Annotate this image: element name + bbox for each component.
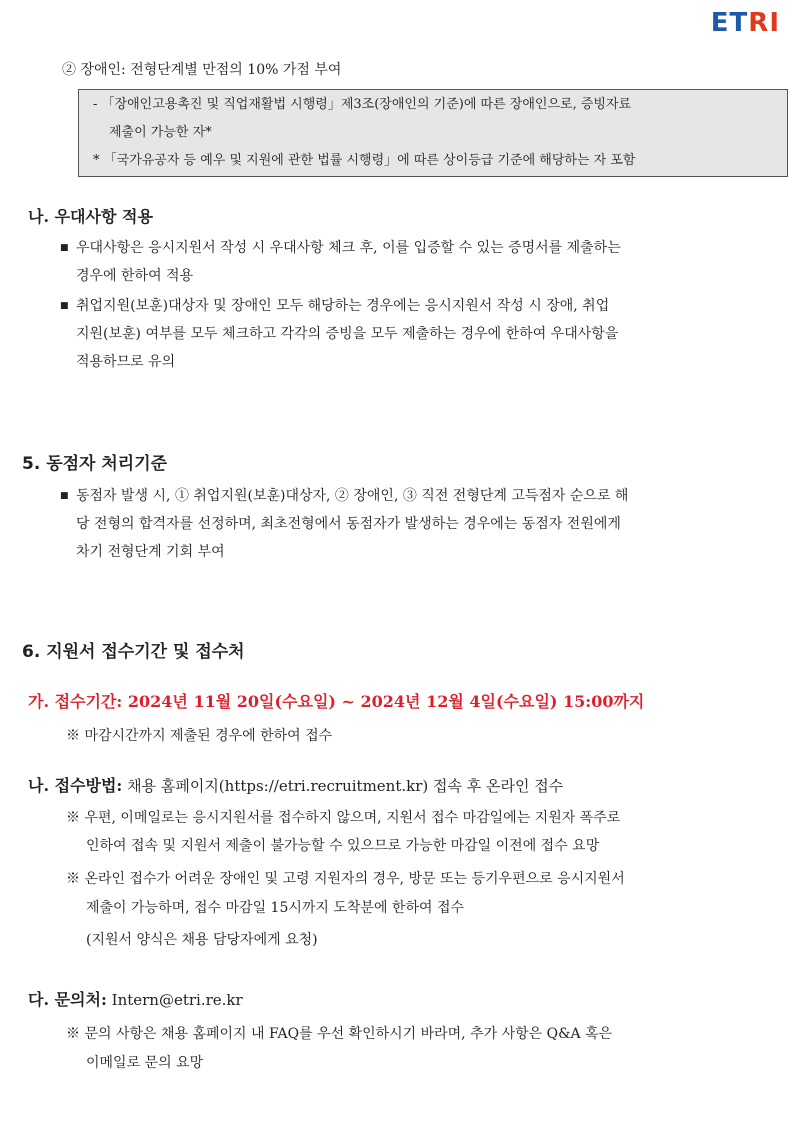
contact-note-line2: 이메일로 문의 요망 <box>86 1055 204 1071</box>
pref-b1-line1: 우대사항은 응시지원서 작성 시 우대사항 체크 후, 이를 입증할 수 있는 증명서를 제출하는 <box>76 240 621 256</box>
application-method-line <box>28 776 563 796</box>
method-note1-line1: ※ 우편, 이메일로는 응시지원서를 접수하지 않으며, 지원서 접수 마감일에는 지원자 폭주로 <box>66 810 621 826</box>
tie-handling-heading: 5. 동점자 처리기준 <box>22 454 168 474</box>
contact-line <box>28 990 243 1010</box>
note-line-1: - 「장애인고용촉진 및 직업재활법 시행령」제3조(장애인의 기준)에 따른 장애인으로, 증빙자료 <box>93 97 632 112</box>
pref-b2-line1: 취업지원(보훈)대상자 및 장애인 모두 해당하는 경우에는 응시지원서 작성 시 장애, 취업 <box>76 298 610 314</box>
contact-email: Intern@etri.re.kr <box>106 991 243 1009</box>
logo-ri: RI <box>748 8 780 38</box>
method-note2-line1: ※ 온라인 접수가 어려운 장애인 및 고령 지원자의 경우, 방문 또는 등기우편으로 응시지원서 <box>66 871 625 887</box>
method-note1-line2: 인하여 접속 및 지원서 제출이 불가능할 수 있으므로 가능한 마감일 이전에 접수 요망 <box>86 838 600 854</box>
preference-application-heading: 나. 우대사항 적용 <box>28 207 153 226</box>
note-line-3: * 「국가유공자 등 예우 및 지원에 관한 법률 시행령」에 따른 상이등급 기준에 해당하는 자 포함 <box>93 153 636 168</box>
disabled-bonus-line: ② 장애인: 전형단계별 만점의 10% 가점 부여 <box>62 62 342 78</box>
bullet-icon: ■ <box>60 243 69 253</box>
method-label: 나. 접수방법: <box>28 776 123 795</box>
bullet-icon: ■ <box>60 491 69 501</box>
tie-line3: 차기 전형단계 기회 부여 <box>76 544 225 560</box>
pref-b1-line2: 경우에 한하여 적용 <box>76 268 194 284</box>
method-note2-line2: 제출이 가능하며, 접수 마감일 15시까지 도착분에 한하여 접수 <box>86 900 464 916</box>
contact-label: 다. 문의처: <box>28 990 107 1009</box>
method-note2-line3: (지원서 양식은 채용 담당자에게 요청) <box>86 932 318 948</box>
application-period-heading: 6. 지원서 접수기간 및 접수처 <box>22 642 245 662</box>
period-note: ※ 마감시간까지 제출된 경우에 한하여 접수 <box>66 728 333 744</box>
note-line-2: 제출이 가능한 자* <box>109 125 212 140</box>
tie-line2: 당 전형의 합격자를 선정하며, 최초전형에서 동점자가 발생하는 경우에는 동점자 전원에게 <box>76 516 621 532</box>
bullet-icon: ■ <box>60 301 69 311</box>
pref-b2-line3: 적용하므로 유의 <box>76 354 176 370</box>
logo-et: ET <box>710 8 749 38</box>
method-value: 채용 홈페이지(https://etri.recruitment.kr) 접속 후 온라인 접수 <box>122 777 564 795</box>
tie-line1: 동점자 발생 시, ① 취업지원(보훈)대상자, ② 장애인, ③ 직전 전형단계 고득점자 순으로 해 <box>76 488 629 504</box>
etri-logo <box>711 8 780 38</box>
application-period: 가. 접수기간: 2024년 11월 20일(수요일) ~ 2024년 12월 4일(수요일) 15:00까지 <box>28 692 645 711</box>
contact-note-line1: ※ 문의 사항은 채용 홈페이지 내 FAQ를 우선 확인하시기 바라며, 추가 사항은 Q&A 혹은 <box>66 1026 613 1042</box>
disabled-criteria-note-box <box>78 89 788 177</box>
pref-b2-line2: 지원(보훈) 여부를 모두 체크하고 각각의 증빙을 모두 제출하는 경우에 한하여 우대사항을 <box>76 326 619 342</box>
